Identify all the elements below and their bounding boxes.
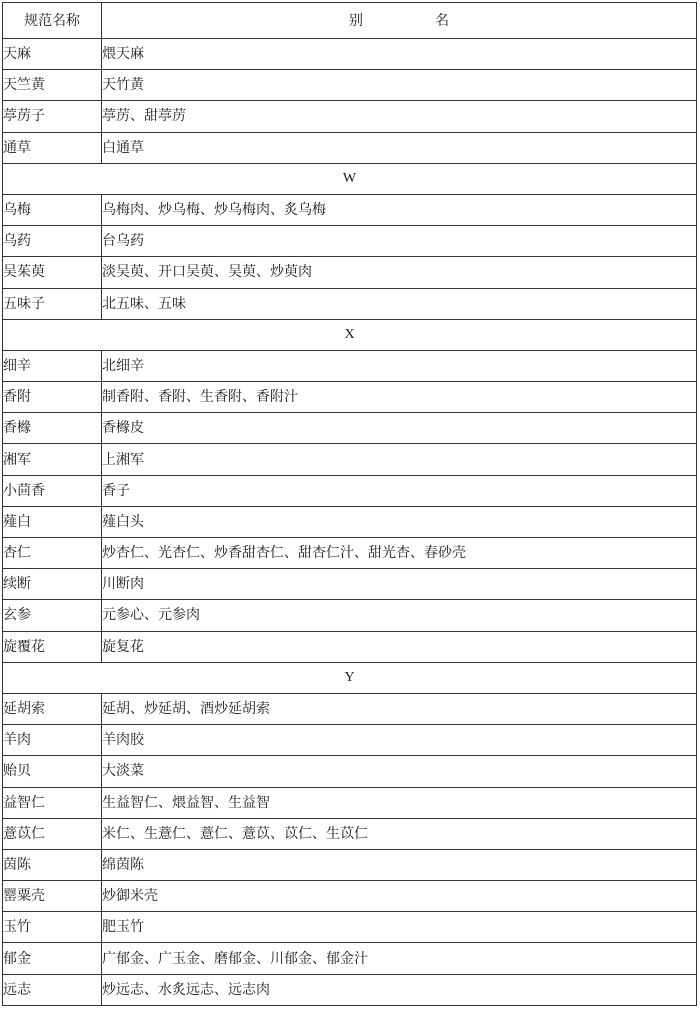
standard-name-cell: 郁金 [3, 943, 102, 974]
standard-name-cell: 天麻 [3, 39, 102, 70]
alias-cell: 炒杏仁、光杏仁、炒香甜杏仁、甜杏仁汁、甜光杏、春砂壳 [102, 538, 697, 569]
table-row [3, 194, 697, 225]
standard-name-cell: 湘军 [3, 444, 102, 475]
alias-cell: 米仁、生薏仁、薏仁、薏苡、苡仁、生苡仁 [102, 818, 697, 849]
alias-cell: 白通草 [102, 132, 697, 163]
standard-name-cell: 茵陈 [3, 849, 102, 880]
standard-name-cell: 罂粟壳 [3, 881, 102, 912]
alias-cell: 煨天麻 [102, 39, 697, 70]
table-row [3, 631, 697, 662]
table-header [3, 3, 697, 39]
standard-name-cell: 羊肉 [3, 725, 102, 756]
table-row [3, 943, 697, 974]
standard-name-cell: 远志 [3, 974, 102, 1005]
table-row [3, 101, 697, 132]
standard-name-cell: 细辛 [3, 350, 102, 381]
table-row [3, 974, 697, 1005]
alias-cell: 川断肉 [102, 569, 697, 600]
alias-cell: 上湘军 [102, 444, 697, 475]
alias-cell: 元参心、元参肉 [102, 600, 697, 631]
standard-name-cell: 贻贝 [3, 756, 102, 787]
alias-cell: 北细辛 [102, 350, 697, 381]
standard-name-cell: 益智仁 [3, 787, 102, 818]
alias-cell: 大淡菜 [102, 756, 697, 787]
standard-name-cell: 杏仁 [3, 538, 102, 569]
alias-cell: 生益智仁、煨益智、生益智 [102, 787, 697, 818]
table-row [3, 444, 697, 475]
standard-name-cell: 葶苈子 [3, 101, 102, 132]
table-row [3, 600, 697, 631]
letter-section-row [3, 662, 697, 693]
standard-name-cell: 乌药 [3, 226, 102, 257]
alias-cell: 羊肉胶 [102, 725, 697, 756]
alias-cell: 薤白头 [102, 506, 697, 537]
table-row [3, 257, 697, 288]
table-row [3, 506, 697, 537]
letter-section-row [3, 163, 697, 194]
alias-cell: 天竹黄 [102, 70, 697, 101]
alias-cell: 香子 [102, 475, 697, 506]
table-row [3, 849, 697, 880]
herb-alias-table [2, 2, 697, 1006]
alias-cell: 制香附、香附、生香附、香附汁 [102, 382, 697, 413]
standard-name-cell: 天竺黄 [3, 70, 102, 101]
standard-name-cell: 玉竹 [3, 912, 102, 943]
table-row [3, 725, 697, 756]
alias-header-label: 别 名 [349, 12, 449, 29]
standard-name-cell: 五味子 [3, 288, 102, 319]
section-letter: Y [3, 662, 697, 693]
table-row [3, 288, 697, 319]
alias-cell: 台乌药 [102, 226, 697, 257]
standard-name-cell: 薤白 [3, 506, 102, 537]
table-row [3, 881, 697, 912]
table-row [3, 912, 697, 943]
standard-name-cell: 旋覆花 [3, 631, 102, 662]
alias-cell: 淡吴萸、开口吴萸、吴萸、炒萸肉 [102, 257, 697, 288]
table-row [3, 538, 697, 569]
table-row [3, 382, 697, 413]
table-row [3, 413, 697, 444]
table-row [3, 132, 697, 163]
section-letter: X [3, 319, 697, 350]
alias-cell: 炒远志、水炙远志、远志肉 [102, 974, 697, 1005]
table-row [3, 39, 697, 70]
alias-cell: 绵茵陈 [102, 849, 697, 880]
alias-cell: 北五味、五味 [102, 288, 697, 319]
standard-name-cell: 玄参 [3, 600, 102, 631]
alias-cell: 炒御米壳 [102, 881, 697, 912]
standard-name-cell: 吴茱萸 [3, 257, 102, 288]
alias-cell: 广郁金、广玉金、磨郁金、川郁金、郁金汁 [102, 943, 697, 974]
alias-cell: 葶苈、甜葶苈 [102, 101, 697, 132]
table-row [3, 475, 697, 506]
alias-cell: 延胡、炒延胡、酒炒延胡索 [102, 693, 697, 724]
table-row [3, 350, 697, 381]
standard-name-cell: 乌梅 [3, 194, 102, 225]
table-row [3, 569, 697, 600]
table-row [3, 693, 697, 724]
letter-section-row [3, 319, 697, 350]
standard-name-cell: 延胡索 [3, 693, 102, 724]
table-body [3, 39, 697, 1006]
standard-name-cell: 续断 [3, 569, 102, 600]
table-row [3, 756, 697, 787]
table-row [3, 226, 697, 257]
section-letter: W [3, 163, 697, 194]
standard-name-cell: 小茴香 [3, 475, 102, 506]
standard-name-cell: 香附 [3, 382, 102, 413]
table-row [3, 787, 697, 818]
header-row [3, 3, 697, 39]
standard-name-header: 规范名称 [3, 3, 102, 39]
alias-cell: 香橼皮 [102, 413, 697, 444]
table-row [3, 818, 697, 849]
standard-name-cell: 薏苡仁 [3, 818, 102, 849]
alias-cell: 肥玉竹 [102, 912, 697, 943]
standard-name-cell: 通草 [3, 132, 102, 163]
alias-cell: 乌梅肉、炒乌梅、炒乌梅肉、炙乌梅 [102, 194, 697, 225]
standard-name-cell: 香橼 [3, 413, 102, 444]
alias-header [102, 3, 697, 39]
table-row [3, 70, 697, 101]
alias-cell: 旋复花 [102, 631, 697, 662]
